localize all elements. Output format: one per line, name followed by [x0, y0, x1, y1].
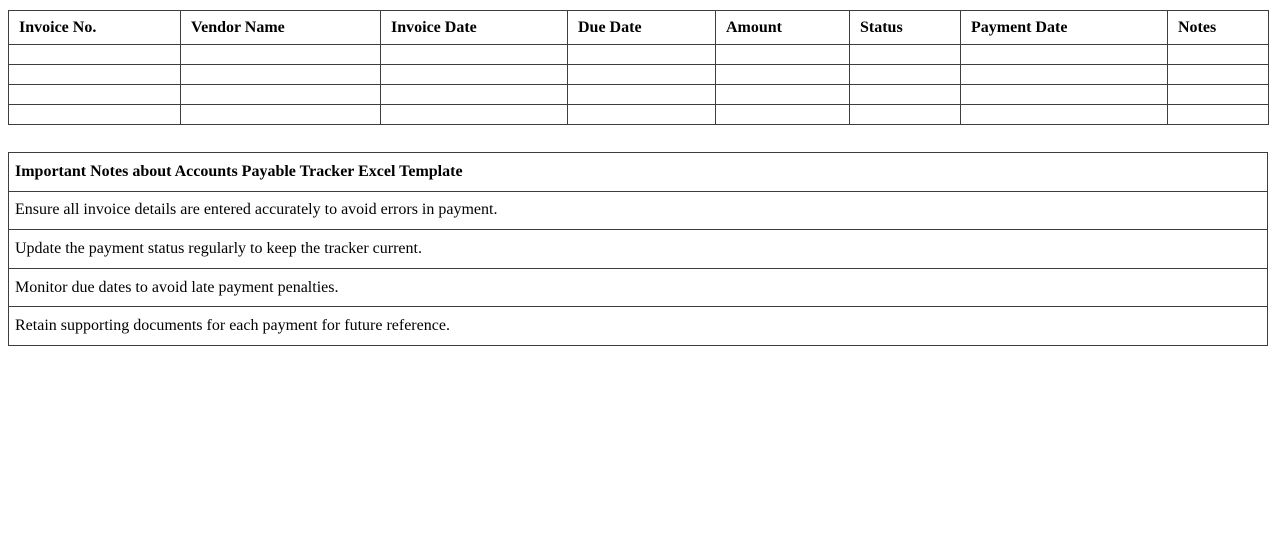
invoice-empty-cell [568, 65, 716, 85]
invoice-empty-cell [381, 65, 568, 85]
invoice-empty-cell [381, 105, 568, 125]
column-header-due-date: Due Date [568, 11, 716, 45]
invoice-empty-cell [716, 105, 850, 125]
invoice-empty-cell [961, 45, 1168, 65]
invoice-empty-cell [181, 45, 381, 65]
invoice-table-body [9, 45, 1269, 125]
note-text: Update the payment status regularly to keep the tracker current. [9, 230, 1268, 269]
invoice-empty-cell [9, 65, 181, 85]
important-notes-table [8, 152, 1268, 346]
note-row [9, 230, 1268, 269]
note-text: Retain supporting documents for each payment for future reference. [9, 307, 1268, 346]
invoice-empty-cell [716, 45, 850, 65]
invoice-tracker-table [8, 10, 1269, 125]
invoice-empty-cell [961, 85, 1168, 105]
notes-table-title: Important Notes about Accounts Payable Tracker Excel Template [9, 153, 1268, 192]
invoice-empty-row [9, 45, 1269, 65]
invoice-empty-cell [181, 65, 381, 85]
note-text: Ensure all invoice details are entered accurately to avoid errors in payment. [9, 191, 1268, 230]
invoice-empty-cell [181, 105, 381, 125]
invoice-empty-cell [850, 45, 961, 65]
column-header-invoice-date: Invoice Date [381, 11, 568, 45]
invoice-empty-cell [1168, 45, 1269, 65]
invoice-empty-cell [181, 85, 381, 105]
note-row [9, 307, 1268, 346]
column-header-notes: Notes [1168, 11, 1269, 45]
invoice-empty-cell [1168, 105, 1269, 125]
invoice-empty-cell [9, 105, 181, 125]
invoice-empty-cell [568, 85, 716, 105]
invoice-empty-cell [716, 85, 850, 105]
invoice-empty-cell [1168, 65, 1269, 85]
invoice-empty-cell [850, 65, 961, 85]
invoice-empty-cell [9, 85, 181, 105]
invoice-empty-row [9, 65, 1269, 85]
notes-header-row [9, 153, 1268, 192]
invoice-empty-cell [1168, 85, 1269, 105]
invoice-empty-cell [568, 45, 716, 65]
invoice-empty-cell [961, 65, 1168, 85]
invoice-empty-cell [9, 45, 181, 65]
column-header-invoice-no: Invoice No. [9, 11, 181, 45]
invoice-empty-cell [850, 85, 961, 105]
column-header-status: Status [850, 11, 961, 45]
column-header-vendor-name: Vendor Name [181, 11, 381, 45]
invoice-empty-cell [850, 105, 961, 125]
invoice-empty-cell [961, 105, 1168, 125]
invoice-header-row [9, 11, 1269, 45]
invoice-empty-cell [381, 85, 568, 105]
invoice-empty-row [9, 85, 1269, 105]
invoice-empty-row [9, 105, 1269, 125]
note-row [9, 191, 1268, 230]
note-text: Monitor due dates to avoid late payment penalties. [9, 268, 1268, 307]
invoice-empty-cell [568, 105, 716, 125]
invoice-empty-cell [381, 45, 568, 65]
column-header-amount: Amount [716, 11, 850, 45]
column-header-payment-date: Payment Date [961, 11, 1168, 45]
invoice-empty-cell [716, 65, 850, 85]
note-row [9, 268, 1268, 307]
